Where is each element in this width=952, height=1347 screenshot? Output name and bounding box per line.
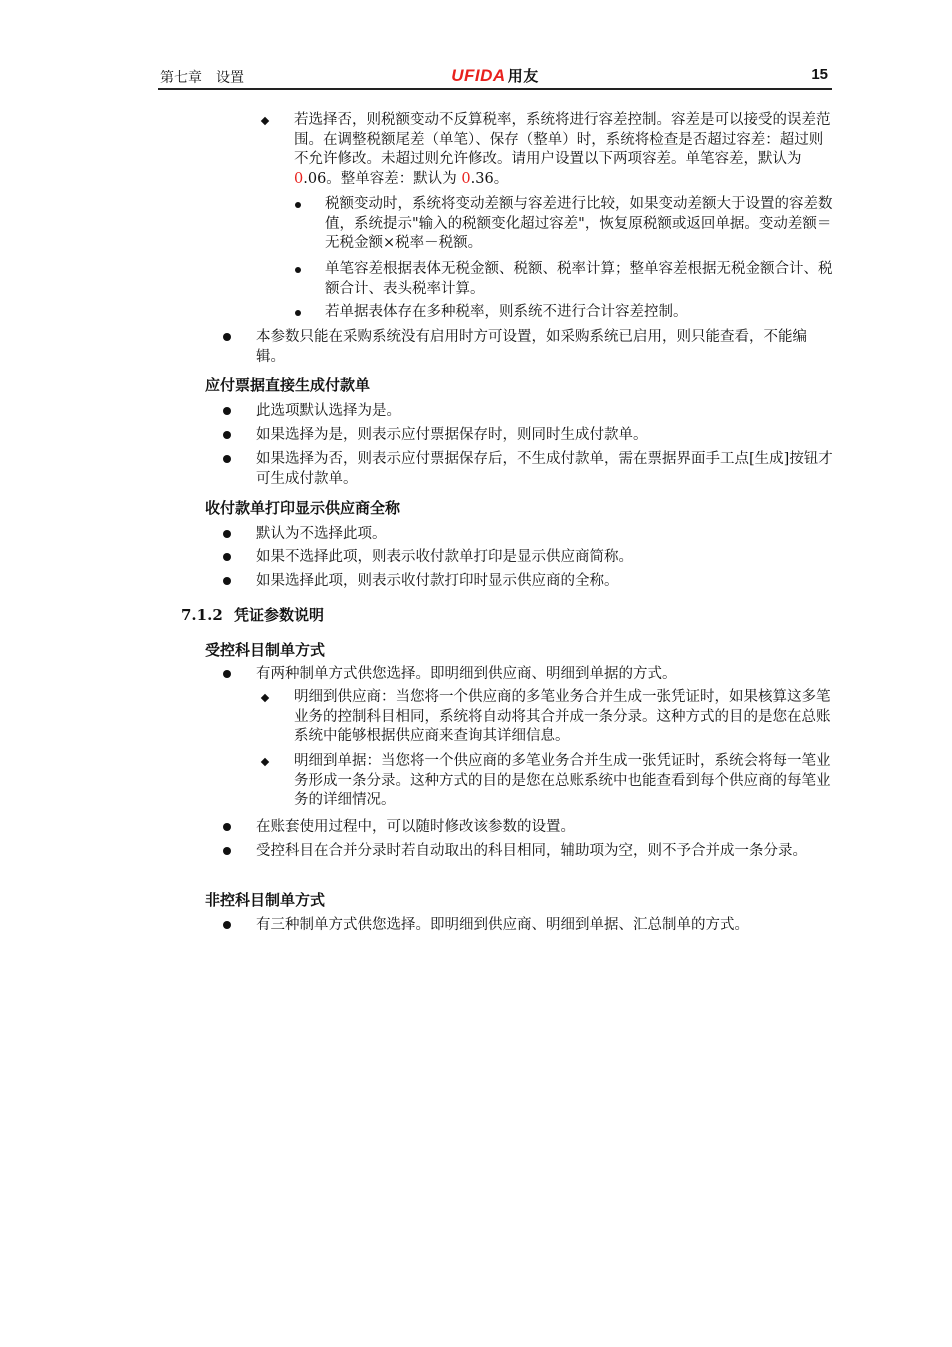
dot-bullet-icon xyxy=(223,572,231,592)
dot-bullet-icon xyxy=(223,842,231,862)
dot-bullet-icon xyxy=(223,525,231,545)
ufida-logo xyxy=(158,65,832,86)
chapter-title: 第七章 设置 xyxy=(160,70,244,86)
list-item: 在账套使用过程中，可以随时修改该参数的设置。 xyxy=(229,818,834,838)
section-heading-controlled: 受控科目制单方式 xyxy=(205,641,326,659)
diamond-bullet-icon xyxy=(262,111,268,132)
list-item: 默认为不选择此项。 xyxy=(229,525,834,545)
dot-bullet-icon xyxy=(223,450,231,470)
diamond-bullet-icon xyxy=(262,752,268,773)
list-item: 有两种制单方式供您选择。即明细到供应商、明细到单据的方式。 xyxy=(229,665,834,685)
dot-bullet-icon xyxy=(295,303,301,323)
section-number: 7.1.2 xyxy=(181,606,223,624)
list-item: 税额变动时，系统将变动差额与容差进行比较，如果变动差额大于设置的容差数值，系统提示"输入的税额变化超过容差"，恢复原税额或返回单据。变动差额＝无税金额×税率－税额。 xyxy=(295,195,834,254)
list-item: 此选项默认选择为是。 xyxy=(229,402,834,422)
list-item: 如果选择为是，则表示应付票据保存时，则同时生成付款单。 xyxy=(229,426,834,446)
dot-bullet-icon xyxy=(295,195,301,215)
dot-bullet-icon xyxy=(223,548,231,568)
dot-bullet-icon xyxy=(223,402,231,422)
section-title: 凭证参数说明 xyxy=(234,606,325,624)
list-item: 本参数只能在采购系统没有启用时方可设置，如采购系统已启用，则只能查看，不能编辑。 xyxy=(229,328,834,367)
list-item: 如果不选择此项，则表示收付款单打印是显示供应商简称。 xyxy=(229,548,834,568)
list-item: 有三种制单方式供您选择。即明细到供应商、明细到单据、汇总制单的方式。 xyxy=(229,916,834,936)
tolerance-item-text: 若选择否，则税额变动不反算税率，系统将进行容差控制。容差是可以接受的误差范围。在调整税额尾差（单笔）、保存（整单）时，系统将检查是否超过容差：超过则不允许修改。未超过则允许修改。请用户设置以下两项容差。单笔容差，默认为 0.06。整单容差：默认为 0.36。 xyxy=(294,112,831,187)
page-header xyxy=(158,64,832,90)
list-item: 单笔容差根据表体无税金额、税额、税率计算；整单容差根据无税金额合计、税额合计、表头税率计算。 xyxy=(295,260,834,299)
logo-chinese-text: 用友 xyxy=(507,68,539,85)
dot-bullet-icon xyxy=(295,260,301,280)
page-number: 15 xyxy=(811,66,828,83)
dot-bullet-icon xyxy=(223,328,231,348)
dot-bullet-icon xyxy=(223,818,231,838)
section-heading-ap-bill: 应付票据直接生成付款单 xyxy=(205,376,371,394)
dot-bullet-icon xyxy=(223,665,231,685)
diamond-bullet-icon xyxy=(262,688,268,709)
section-heading-noncontrolled: 非控科目制单方式 xyxy=(205,891,326,909)
list-item: 明细到单据：当您将一个供应商的多笔业务合并生成一张凭证时，系统会将每一笔业务形成一条分录。这种方式的目的是您在总账系统中也能查看到每个供应商的每笔业务的详细情况。 xyxy=(262,752,834,811)
logo-brand-text: UFIDA xyxy=(451,66,506,85)
dot-bullet-icon xyxy=(223,916,231,936)
list-item: 如果选择此项，则表示收付款打印时显示供应商的全称。 xyxy=(229,572,834,592)
section-title-7-1-2 xyxy=(181,604,324,625)
section-heading-print: 收付款单打印显示供应商全称 xyxy=(205,499,401,517)
list-item: 受控科目在合并分录时若自动取出的科目相同，辅助项为空，则不予合并成一条分录。 xyxy=(229,842,834,862)
dot-bullet-icon xyxy=(223,426,231,446)
tolerance-item xyxy=(262,111,834,189)
list-item: 明细到供应商：当您将一个供应商的多笔业务合并生成一张凭证时，如果核算这多笔业务的控制科目相同，系统将自动将其合并成一条分录。这种方式的目的是您在总账系统中能够根据供应商来查询其详细信息。 xyxy=(262,688,834,747)
list-item: 若单据表体存在多种税率，则系统不进行合计容差控制。 xyxy=(295,303,834,323)
list-item: 如果选择为否，则表示应付票据保存后，不生成付款单，需在票据界面手工点[生成]按钮才可生成付款单。 xyxy=(229,450,834,489)
